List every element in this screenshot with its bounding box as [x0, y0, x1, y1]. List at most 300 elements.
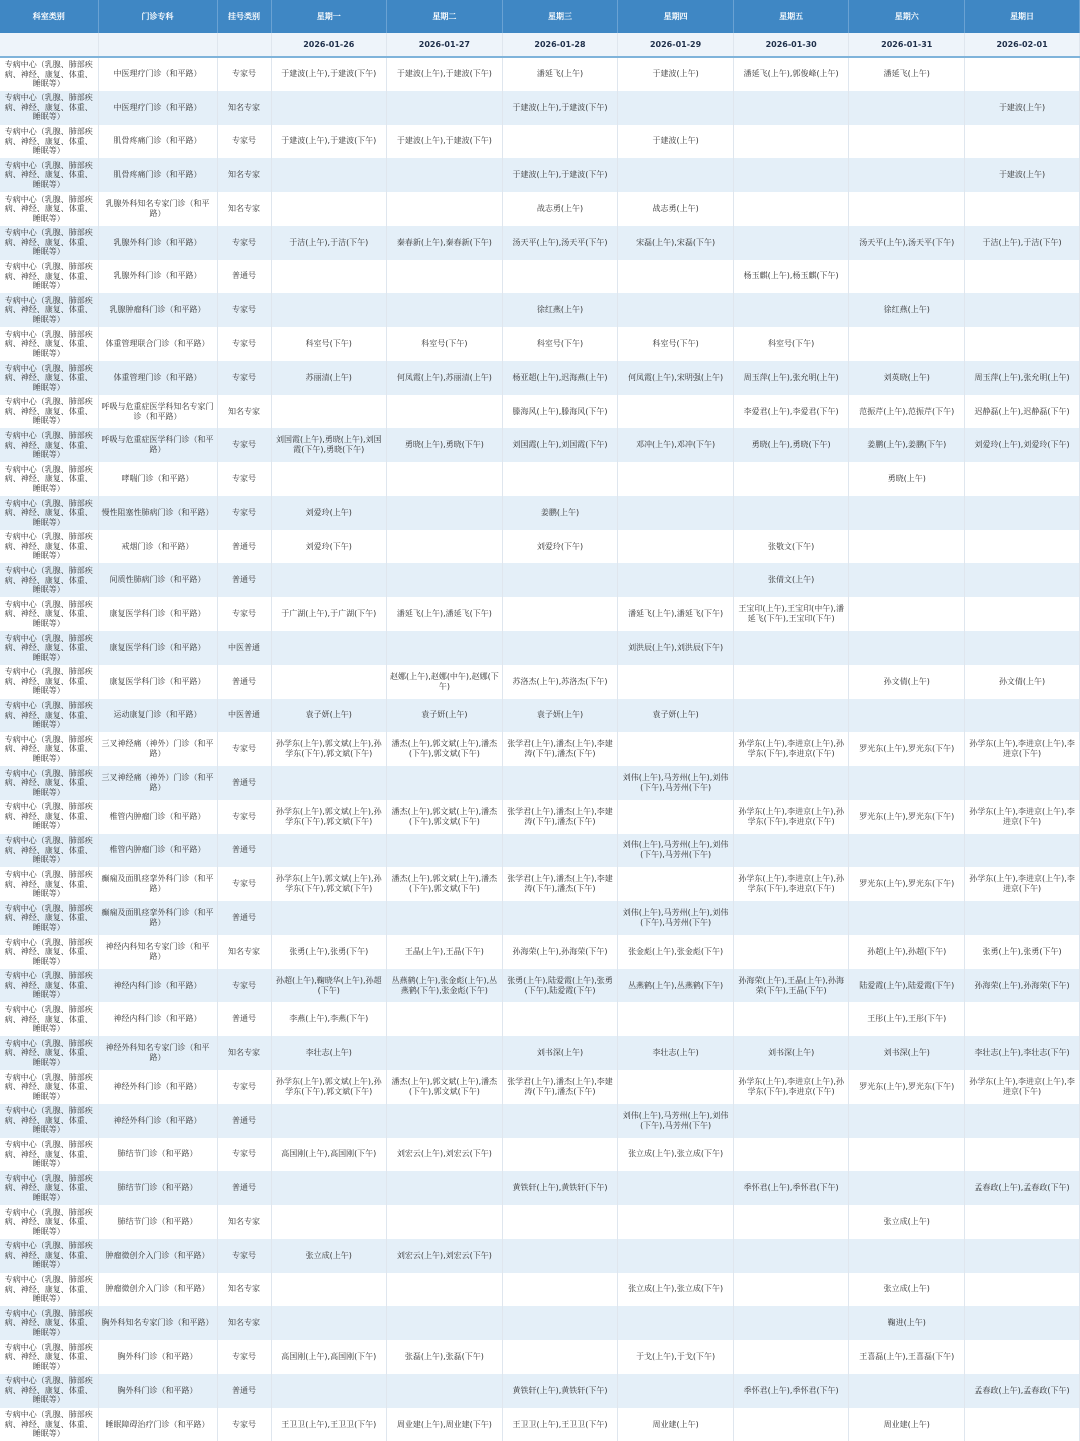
table-row — [0, 428, 1080, 462]
col-header-day: 星期三 — [502, 0, 618, 33]
schedule-cell — [849, 1374, 965, 1408]
schedule-cell: 潘杰(上午),郭文斌(上午),潘杰(下午),郭文斌(下午) — [387, 732, 503, 766]
schedule-cell: 孙超(上午),鞠晓华(上午),孙超(下午) — [271, 969, 387, 1003]
schedule-cell — [618, 496, 734, 530]
clinic-cell: 神经内科知名专家门诊（和平路） — [98, 935, 217, 969]
type-cell: 专家号 — [217, 1239, 271, 1273]
schedule-cell — [502, 260, 618, 294]
date-cell: 2026-01-27 — [387, 33, 503, 57]
schedule-cell: 科室号(下午) — [733, 327, 849, 361]
schedule-cell: 迟静磊(上午),迟静磊(下午) — [965, 395, 1080, 429]
schedule-cell — [965, 1138, 1080, 1172]
schedule-cell: 张立成(上午),张立成(下午) — [618, 1273, 734, 1307]
dept-cell: 专病中心（乳腺、肺部疾病、神经、康复、体重、睡眠等） — [0, 293, 98, 327]
schedule-cell: 王喜磊(上午),王喜磊(下午) — [849, 1340, 965, 1374]
schedule-cell: 李壮志(上午),李壮志(下午) — [965, 1036, 1080, 1070]
schedule-cell — [733, 1138, 849, 1172]
schedule-cell — [271, 462, 387, 496]
schedule-cell — [387, 631, 503, 665]
col-header-type: 挂号类别 — [217, 0, 271, 33]
dept-cell: 专病中心（乳腺、肺部疾病、神经、康复、体重、睡眠等） — [0, 732, 98, 766]
dept-cell: 专病中心（乳腺、肺部疾病、神经、康复、体重、睡眠等） — [0, 800, 98, 834]
col-header-day: 星期六 — [849, 0, 965, 33]
schedule-cell — [965, 462, 1080, 496]
type-cell: 专家号 — [217, 226, 271, 260]
clinic-cell: 胸外科知名专家门诊（和平路） — [98, 1306, 217, 1340]
schedule-cell — [502, 631, 618, 665]
schedule-cell — [271, 834, 387, 868]
dept-cell: 专病中心（乳腺、肺部疾病、神经、康复、体重、睡眠等） — [0, 57, 98, 91]
schedule-cell — [965, 496, 1080, 530]
type-cell: 普通号 — [217, 901, 271, 935]
clinic-cell: 肿瘤微创介入门诊（和平路） — [98, 1273, 217, 1307]
schedule-cell: 秦春新(上午),秦春新(下午) — [387, 226, 503, 260]
schedule-cell — [965, 631, 1080, 665]
schedule-cell — [618, 732, 734, 766]
table-row — [0, 1171, 1080, 1205]
schedule-cell — [271, 1273, 387, 1307]
schedule-cell: 汤天平(上午),汤天平(下午) — [502, 226, 618, 260]
schedule-cell — [618, 395, 734, 429]
schedule-cell: 罗光东(上午),罗光东(下午) — [849, 1070, 965, 1104]
schedule-cell — [618, 563, 734, 597]
dept-cell: 专病中心（乳腺、肺部疾病、神经、康复、体重、睡眠等） — [0, 969, 98, 1003]
schedule-cell: 姜鹏(上午),姜鹏(下午) — [849, 428, 965, 462]
type-cell: 专家号 — [217, 1340, 271, 1374]
schedule-cell: 张立成(上午) — [849, 1273, 965, 1307]
schedule-cell — [502, 1340, 618, 1374]
schedule-cell: 滕海风(上午),滕海风(下午) — [502, 395, 618, 429]
schedule-cell — [271, 158, 387, 192]
schedule-cell — [387, 1171, 503, 1205]
schedule-cell — [965, 1408, 1080, 1441]
dept-cell: 专病中心（乳腺、肺部疾病、神经、康复、体重、睡眠等） — [0, 1408, 98, 1441]
schedule-cell: 张学君(上午),潘杰(上午),李建涛(下午),潘杰(下午) — [502, 867, 618, 901]
schedule-cell: 李爱君(上午),李爱君(下午) — [733, 395, 849, 429]
schedule-cell — [965, 834, 1080, 868]
schedule-cell: 张磊(上午),张磊(下午) — [387, 1340, 503, 1374]
type-cell: 专家号 — [217, 57, 271, 91]
table-row — [0, 631, 1080, 665]
dept-cell: 专病中心（乳腺、肺部疾病、神经、康复、体重、睡眠等） — [0, 1205, 98, 1239]
schedule-cell: 于建波(上午),于建波(下午) — [502, 158, 618, 192]
table-row — [0, 935, 1080, 969]
type-cell: 知名专家 — [217, 935, 271, 969]
table-row — [0, 1002, 1080, 1036]
schedule-cell: 范振芹(上午),范振芹(下午) — [849, 395, 965, 429]
schedule-cell: 张勇(上午),陆爱霞(上午),张勇(下午),陆爱霞(下午) — [502, 969, 618, 1003]
schedule-cell — [849, 1171, 965, 1205]
schedule-cell: 罗光东(上午),罗光东(下午) — [849, 867, 965, 901]
date-row — [0, 33, 1080, 57]
schedule-cell — [387, 293, 503, 327]
schedule-cell: 苏丽清(上午) — [271, 361, 387, 395]
dept-cell: 专病中心（乳腺、肺部疾病、神经、康复、体重、睡眠等） — [0, 327, 98, 361]
schedule-cell — [387, 395, 503, 429]
schedule-cell: 潘延飞(上午),郭俊峰(上午) — [733, 57, 849, 91]
schedule-cell — [618, 530, 734, 564]
col-header-clinic: 门诊专科 — [98, 0, 217, 33]
schedule-cell — [271, 293, 387, 327]
schedule-cell: 勇晓(上午),勇晓(下午) — [387, 428, 503, 462]
table-row — [0, 293, 1080, 327]
schedule-cell: 王宝印(上午),王宝印(中午),潘延飞(下午),王宝印(下午) — [733, 597, 849, 631]
schedule-cell: 季怀君(上午),季怀君(下午) — [733, 1374, 849, 1408]
schedule-cell — [733, 834, 849, 868]
col-header-dept: 科室类别 — [0, 0, 98, 33]
schedule-cell — [965, 1273, 1080, 1307]
type-cell: 普通号 — [217, 665, 271, 699]
schedule-cell — [618, 260, 734, 294]
schedule-cell — [965, 597, 1080, 631]
clinic-cell: 乳腺肿瘤科门诊（和平路） — [98, 293, 217, 327]
schedule-cell — [271, 91, 387, 125]
clinic-cell: 慢性阻塞性肺病门诊（和平路） — [98, 496, 217, 530]
date-blank — [217, 33, 271, 57]
type-cell: 专家号 — [217, 361, 271, 395]
schedule-cell — [618, 1070, 734, 1104]
table-row — [0, 597, 1080, 631]
clinic-cell: 体重管理门诊（和平路） — [98, 361, 217, 395]
schedule-cell: 丛燕鹤(上午),张金彪(上午),丛燕鹤(下午),张金彪(下午) — [387, 969, 503, 1003]
clinic-cell: 神经外科门诊（和平路） — [98, 1104, 217, 1138]
type-cell: 专家号 — [217, 428, 271, 462]
dept-cell: 专病中心（乳腺、肺部疾病、神经、康复、体重、睡眠等） — [0, 158, 98, 192]
schedule-cell — [387, 158, 503, 192]
schedule-cell: 于建波(上午) — [965, 158, 1080, 192]
schedule-cell — [387, 260, 503, 294]
schedule-cell — [618, 91, 734, 125]
schedule-cell: 高国刚(上午),高国刚(下午) — [271, 1138, 387, 1172]
schedule-cell: 刘书深(上午) — [849, 1036, 965, 1070]
table-row — [0, 699, 1080, 733]
type-cell: 普通号 — [217, 1374, 271, 1408]
schedule-cell: 孙学东(上午),郭文斌(上午),孙学东(下午),郭文斌(下午) — [271, 867, 387, 901]
schedule-cell — [849, 1239, 965, 1273]
schedule-cell — [618, 158, 734, 192]
schedule-cell: 孙超(上午),孙超(下午) — [849, 935, 965, 969]
table-row — [0, 732, 1080, 766]
dept-cell: 专病中心（乳腺、肺部疾病、神经、康复、体重、睡眠等） — [0, 1374, 98, 1408]
table-row — [0, 1340, 1080, 1374]
schedule-cell — [618, 293, 734, 327]
table-row — [0, 665, 1080, 699]
type-cell: 专家号 — [217, 1138, 271, 1172]
schedule-cell: 科室号(下午) — [271, 327, 387, 361]
type-cell: 知名专家 — [217, 1036, 271, 1070]
schedule-cell: 黄铁轩(上午),黄铁轩(下午) — [502, 1171, 618, 1205]
schedule-cell — [618, 665, 734, 699]
schedule-cell: 张学君(上午),潘杰(上午),李建涛(下午),潘杰(下午) — [502, 1070, 618, 1104]
type-cell: 知名专家 — [217, 192, 271, 226]
schedule-cell — [733, 192, 849, 226]
schedule-cell — [733, 935, 849, 969]
schedule-cell: 季怀君(上午),季怀君(下午) — [733, 1171, 849, 1205]
dept-cell: 专病中心（乳腺、肺部疾病、神经、康复、体重、睡眠等） — [0, 867, 98, 901]
type-cell: 专家号 — [217, 496, 271, 530]
clinic-cell: 肌骨疼痛门诊（和平路） — [98, 158, 217, 192]
schedule-body — [0, 57, 1080, 1441]
schedule-cell — [849, 158, 965, 192]
schedule-cell — [271, 665, 387, 699]
schedule-cell: 刘书深(上午) — [733, 1036, 849, 1070]
type-cell: 普通号 — [217, 530, 271, 564]
table-row — [0, 395, 1080, 429]
schedule-cell — [387, 1374, 503, 1408]
dept-cell: 专病中心（乳腺、肺部疾病、神经、康复、体重、睡眠等） — [0, 226, 98, 260]
schedule-cell — [733, 1408, 849, 1441]
schedule-cell — [618, 867, 734, 901]
clinic-cell: 乳腺外科知名专家门诊（和平路） — [98, 192, 217, 226]
schedule-cell — [965, 293, 1080, 327]
schedule-cell — [271, 1171, 387, 1205]
schedule-cell — [618, 462, 734, 496]
table-row — [0, 260, 1080, 294]
dept-cell: 专病中心（乳腺、肺部疾病、神经、康复、体重、睡眠等） — [0, 1002, 98, 1036]
schedule-cell — [733, 125, 849, 159]
schedule-cell — [733, 1306, 849, 1340]
dept-cell: 专病中心（乳腺、肺部疾病、神经、康复、体重、睡眠等） — [0, 1070, 98, 1104]
table-row — [0, 91, 1080, 125]
type-cell: 专家号 — [217, 293, 271, 327]
schedule-cell: 周玉萍(上午),张允明(上午) — [733, 361, 849, 395]
schedule-cell — [733, 1104, 849, 1138]
dept-cell: 专病中心（乳腺、肺部疾病、神经、康复、体重、睡眠等） — [0, 834, 98, 868]
type-cell: 专家号 — [217, 462, 271, 496]
table-row — [0, 361, 1080, 395]
schedule-cell: 孙海荣(上午),王晶(上午),孙海荣(下午),王晶(下午) — [733, 969, 849, 1003]
dept-cell: 专病中心（乳腺、肺部疾病、神经、康复、体重、睡眠等） — [0, 665, 98, 699]
schedule-cell: 于建波(上午),于建波(下午) — [387, 57, 503, 91]
dept-cell: 专病中心（乳腺、肺部疾病、神经、康复、体重、睡眠等） — [0, 1138, 98, 1172]
dept-cell: 专病中心（乳腺、肺部疾病、神经、康复、体重、睡眠等） — [0, 530, 98, 564]
schedule-cell: 袁子妍(上午) — [618, 699, 734, 733]
dept-cell: 专病中心（乳腺、肺部疾病、神经、康复、体重、睡眠等） — [0, 935, 98, 969]
schedule-cell: 鞠进(上午) — [849, 1306, 965, 1340]
schedule-cell — [965, 530, 1080, 564]
table-row — [0, 1070, 1080, 1104]
schedule-cell: 于洁(上午),于洁(下午) — [965, 226, 1080, 260]
schedule-cell: 张学君(上午),潘杰(上午),李建涛(下午),潘杰(下午) — [502, 732, 618, 766]
schedule-cell: 李壮志(上午) — [271, 1036, 387, 1070]
schedule-cell — [965, 1205, 1080, 1239]
schedule-cell — [965, 192, 1080, 226]
date-cell: 2026-01-26 — [271, 33, 387, 57]
dept-cell: 专病中心（乳腺、肺部疾病、神经、康复、体重、睡眠等） — [0, 1340, 98, 1374]
schedule-cell: 战志勇(上午) — [502, 192, 618, 226]
schedule-cell: 孙文倩(上午) — [849, 665, 965, 699]
table-row — [0, 834, 1080, 868]
dept-cell: 专病中心（乳腺、肺部疾病、神经、康复、体重、睡眠等） — [0, 699, 98, 733]
table-row — [0, 901, 1080, 935]
schedule-cell — [271, 1104, 387, 1138]
clinic-cell: 肌骨疼痛门诊（和平路） — [98, 125, 217, 159]
schedule-cell — [502, 834, 618, 868]
schedule-cell: 勇晓(上午) — [849, 462, 965, 496]
schedule-cell: 孙海荣(上午),孙海荣(下午) — [965, 969, 1080, 1003]
dept-cell: 专病中心（乳腺、肺部疾病、神经、康复、体重、睡眠等） — [0, 192, 98, 226]
clinic-cell: 三叉神经痛（神外）门诊（和平路） — [98, 766, 217, 800]
schedule-cell: 李燕(上午),李燕(下午) — [271, 1002, 387, 1036]
schedule-cell — [849, 192, 965, 226]
schedule-cell — [849, 1104, 965, 1138]
schedule-cell: 于洁(上午),于洁(下午) — [271, 226, 387, 260]
schedule-cell: 刘伟(上午),马芳州(上午),刘伟(下午),马芳州(下午) — [618, 766, 734, 800]
date-cell: 2026-01-28 — [502, 33, 618, 57]
table-row — [0, 1374, 1080, 1408]
schedule-cell — [733, 462, 849, 496]
schedule-cell — [271, 1306, 387, 1340]
clinic-cell: 肿瘤微创介入门诊（和平路） — [98, 1239, 217, 1273]
schedule-cell — [618, 1205, 734, 1239]
clinic-cell: 癫痫及面肌痉挛外科门诊（和平路） — [98, 867, 217, 901]
table-row — [0, 226, 1080, 260]
schedule-cell: 科室号(下午) — [502, 327, 618, 361]
type-cell: 知名专家 — [217, 1273, 271, 1307]
schedule-cell — [618, 1002, 734, 1036]
schedule-cell: 刘爱玲(下午) — [271, 530, 387, 564]
schedule-cell — [387, 901, 503, 935]
schedule-cell — [965, 1002, 1080, 1036]
dept-cell: 专病中心（乳腺、肺部疾病、神经、康复、体重、睡眠等） — [0, 91, 98, 125]
schedule-cell: 徐红燕(上午) — [502, 293, 618, 327]
schedule-cell — [502, 1002, 618, 1036]
schedule-cell — [271, 1205, 387, 1239]
type-cell: 中医普通 — [217, 699, 271, 733]
type-cell: 知名专家 — [217, 395, 271, 429]
dept-cell: 专病中心（乳腺、肺部疾病、神经、康复、体重、睡眠等） — [0, 597, 98, 631]
schedule-cell — [965, 327, 1080, 361]
clinic-cell: 神经外科门诊（和平路） — [98, 1070, 217, 1104]
clinic-cell: 三叉神经痛（神外）门诊（和平路） — [98, 732, 217, 766]
schedule-cell — [733, 901, 849, 935]
schedule-cell — [618, 1374, 734, 1408]
table-row — [0, 1104, 1080, 1138]
schedule-cell — [965, 260, 1080, 294]
table-row — [0, 800, 1080, 834]
schedule-cell: 罗光东(上午),罗光东(下午) — [849, 732, 965, 766]
dept-cell: 专病中心（乳腺、肺部疾病、神经、康复、体重、睡眠等） — [0, 361, 98, 395]
table-row — [0, 327, 1080, 361]
type-cell: 专家号 — [217, 732, 271, 766]
clinic-cell: 中医理疗门诊（和平路） — [98, 91, 217, 125]
schedule-cell — [502, 1205, 618, 1239]
dept-cell: 专病中心（乳腺、肺部疾病、神经、康复、体重、睡眠等） — [0, 1036, 98, 1070]
table-row — [0, 1036, 1080, 1070]
clinic-cell: 肺结节门诊（和平路） — [98, 1138, 217, 1172]
schedule-cell — [733, 699, 849, 733]
clinic-cell: 睡眠障碍治疗门诊（和平路） — [98, 1408, 217, 1441]
date-cell: 2026-01-29 — [618, 33, 734, 57]
schedule-cell: 刘爱玲(下午) — [502, 530, 618, 564]
schedule-cell: 王晶(上午),王晶(下午) — [387, 935, 503, 969]
schedule-cell — [387, 1002, 503, 1036]
schedule-cell: 刘洪辰(上午),刘洪辰(下午) — [618, 631, 734, 665]
schedule-cell: 刘爱玲(上午) — [271, 496, 387, 530]
type-cell: 专家号 — [217, 327, 271, 361]
table-row — [0, 1408, 1080, 1441]
schedule-cell: 张立成(上午) — [271, 1239, 387, 1273]
type-cell: 中医普通 — [217, 631, 271, 665]
clinic-cell: 椎管内肿瘤门诊（和平路） — [98, 800, 217, 834]
schedule-cell — [733, 766, 849, 800]
schedule-cell: 潘延飞(上午) — [502, 57, 618, 91]
clinic-cell: 癫痫及面肌痉挛外科门诊（和平路） — [98, 901, 217, 935]
dept-cell: 专病中心（乳腺、肺部疾病、神经、康复、体重、睡眠等） — [0, 1104, 98, 1138]
schedule-cell: 刘国霞(上午),刘国霞(下午) — [502, 428, 618, 462]
schedule-cell: 刘伟(上午),马芳州(上午),刘伟(下午),马芳州(下午) — [618, 1104, 734, 1138]
schedule-cell: 孙学东(上午),李进京(上午),李进京(下午) — [965, 867, 1080, 901]
schedule-cell — [965, 901, 1080, 935]
dept-cell: 专病中心（乳腺、肺部疾病、神经、康复、体重、睡眠等） — [0, 1273, 98, 1307]
schedule-cell: 刘爱玲(上午),刘爱玲(下午) — [965, 428, 1080, 462]
table-row — [0, 1205, 1080, 1239]
type-cell: 普通号 — [217, 1002, 271, 1036]
schedule-cell — [387, 1306, 503, 1340]
schedule-cell: 高国刚(上午),高国刚(下午) — [271, 1340, 387, 1374]
schedule-cell — [849, 530, 965, 564]
schedule-cell: 潘延飞(上午) — [849, 57, 965, 91]
schedule-cell — [502, 766, 618, 800]
schedule-cell: 刘伟(上午),马芳州(上午),刘伟(下午),马芳州(下午) — [618, 901, 734, 935]
schedule-cell — [618, 800, 734, 834]
table-row — [0, 563, 1080, 597]
date-blank — [98, 33, 217, 57]
schedule-cell: 苏洛杰(上午),苏洛杰(下午) — [502, 665, 618, 699]
clinic-cell: 神经内科门诊（和平路） — [98, 1002, 217, 1036]
schedule-cell: 周业建(上午) — [849, 1408, 965, 1441]
schedule-cell — [387, 1205, 503, 1239]
schedule-cell — [502, 125, 618, 159]
schedule-cell — [733, 665, 849, 699]
schedule-cell: 周玉萍(上午),张允明(上午) — [965, 361, 1080, 395]
schedule-cell — [387, 530, 503, 564]
clinic-cell: 哮喘门诊（和平路） — [98, 462, 217, 496]
date-cell: 2026-01-30 — [733, 33, 849, 57]
schedule-cell: 孙学东(上午),李进京(上午),李进京(下午) — [965, 732, 1080, 766]
schedule-cell — [387, 1036, 503, 1070]
clinic-cell: 神经外科知名专家门诊（和平路） — [98, 1036, 217, 1070]
schedule-cell — [733, 293, 849, 327]
schedule-cell: 孙文倩(上午) — [965, 665, 1080, 699]
clinic-cell: 康复医学科门诊（和平路） — [98, 597, 217, 631]
type-cell: 专家号 — [217, 1408, 271, 1441]
schedule-cell — [502, 563, 618, 597]
dept-cell: 专病中心（乳腺、肺部疾病、神经、康复、体重、睡眠等） — [0, 496, 98, 530]
schedule-cell: 罗光东(上午),罗光东(下午) — [849, 800, 965, 834]
schedule-cell: 潘杰(上午),郭文斌(上午),潘杰(下午),郭文斌(下午) — [387, 800, 503, 834]
clinic-cell: 呼吸与危重症医学科知名专家门诊（和平路） — [98, 395, 217, 429]
clinic-cell: 间质性肺病门诊（和平路） — [98, 563, 217, 597]
schedule-cell: 于建波(上午),于建波(下午) — [271, 57, 387, 91]
date-cell: 2026-01-31 — [849, 33, 965, 57]
schedule-cell — [387, 91, 503, 125]
schedule-cell — [733, 631, 849, 665]
dept-cell: 专病中心（乳腺、肺部疾病、神经、康复、体重、睡眠等） — [0, 428, 98, 462]
schedule-cell: 于建波(上午) — [618, 57, 734, 91]
schedule-cell: 于戈(上午),于戈(下午) — [618, 1340, 734, 1374]
schedule-cell: 于建波(上午),于建波(下午) — [271, 125, 387, 159]
schedule-cell — [271, 766, 387, 800]
col-header-day: 星期日 — [965, 0, 1080, 33]
dept-cell: 专病中心（乳腺、肺部疾病、神经、康复、体重、睡眠等） — [0, 631, 98, 665]
schedule-cell: 袁子妍(上午) — [387, 699, 503, 733]
schedule-cell — [965, 699, 1080, 733]
type-cell: 专家号 — [217, 597, 271, 631]
schedule-cell: 刘宏云(上午),刘宏云(下午) — [387, 1138, 503, 1172]
schedule-cell: 潘杰(上午),郭文斌(上午),潘杰(下午),郭文斌(下午) — [387, 1070, 503, 1104]
schedule-cell — [502, 1306, 618, 1340]
